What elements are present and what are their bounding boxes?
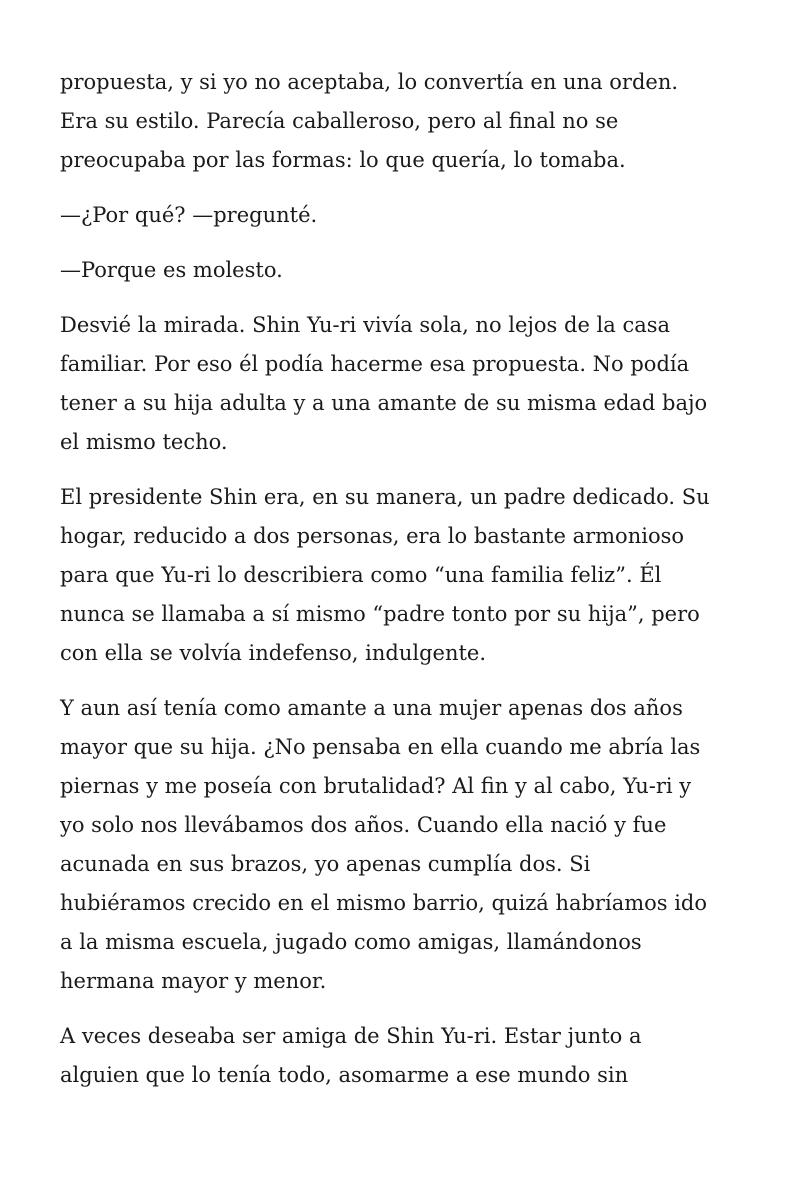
text-line: con ella se volvía indefenso, indulgente. [60,641,487,665]
paragraph-2 [60,196,750,235]
text-line: tener a su hija adulta y a una amante de su misma edad bajo [60,391,708,415]
text-line: acunada en sus brazos, yo apenas cumplía dos. Si [60,852,591,876]
text-line: a la misma escuela, jugado como amigas, llamándonos [60,930,642,954]
paragraph-7 [60,1017,750,1095]
paragraph-6 [60,689,750,1001]
text-line: para que Yu-ri lo describiera como “una familia feliz”. Él [60,563,662,587]
text-line: —Porque es molesto. [60,258,283,282]
text-line: Desvié la mirada. Shin Yu-ri vivía sola, no lejos de la casa [60,313,671,337]
text-line: nunca se llamaba a sí mismo “padre tonto por su hija”, pero [60,602,700,626]
text-line: Y aun así tenía como amante a una mujer apenas dos años [60,696,683,720]
text-line: hubiéramos crecido en el mismo barrio, quizá habríamos ido [60,891,708,915]
paragraph-4 [60,306,750,462]
text-line: hermana mayor y menor. [60,969,327,993]
text-line: A veces deseaba ser amiga de Shin Yu-ri. Estar junto a [60,1024,642,1048]
text-line: propuesta, y si yo no aceptaba, lo convertía en una orden. [60,70,679,94]
paragraph-3 [60,251,750,290]
text-line: familiar. Por eso él podía hacerme esa propuesta. No podía [60,352,690,376]
text-line: mayor que su hija. ¿No pensaba en ella cuando me abría las [60,735,701,759]
text-line: piernas y me poseía con brutalidad? Al fin y al cabo, Yu-ri y [60,774,692,798]
text-line: Era su estilo. Parecía caballeroso, pero al final no se [60,109,619,133]
text-line: alguien que lo tenía todo, asomarme a ese mundo sin [60,1063,629,1087]
text-line: El presidente Shin era, en su manera, un padre dedicado. Su [60,485,710,509]
text-line: yo solo nos llevábamos dos años. Cuando ella nació y fue [60,813,667,837]
text-line: el mismo techo. [60,430,228,454]
text-line: preocupaba por las formas: lo que quería, lo tomaba. [60,148,626,172]
paragraph-5 [60,478,750,673]
paragraph-1 [60,63,750,180]
text-line: hogar, reducido a dos personas, era lo bastante armonioso [60,524,685,548]
text-line: —¿Por qué? —pregunté. [60,203,318,227]
document-page [60,63,750,1111]
